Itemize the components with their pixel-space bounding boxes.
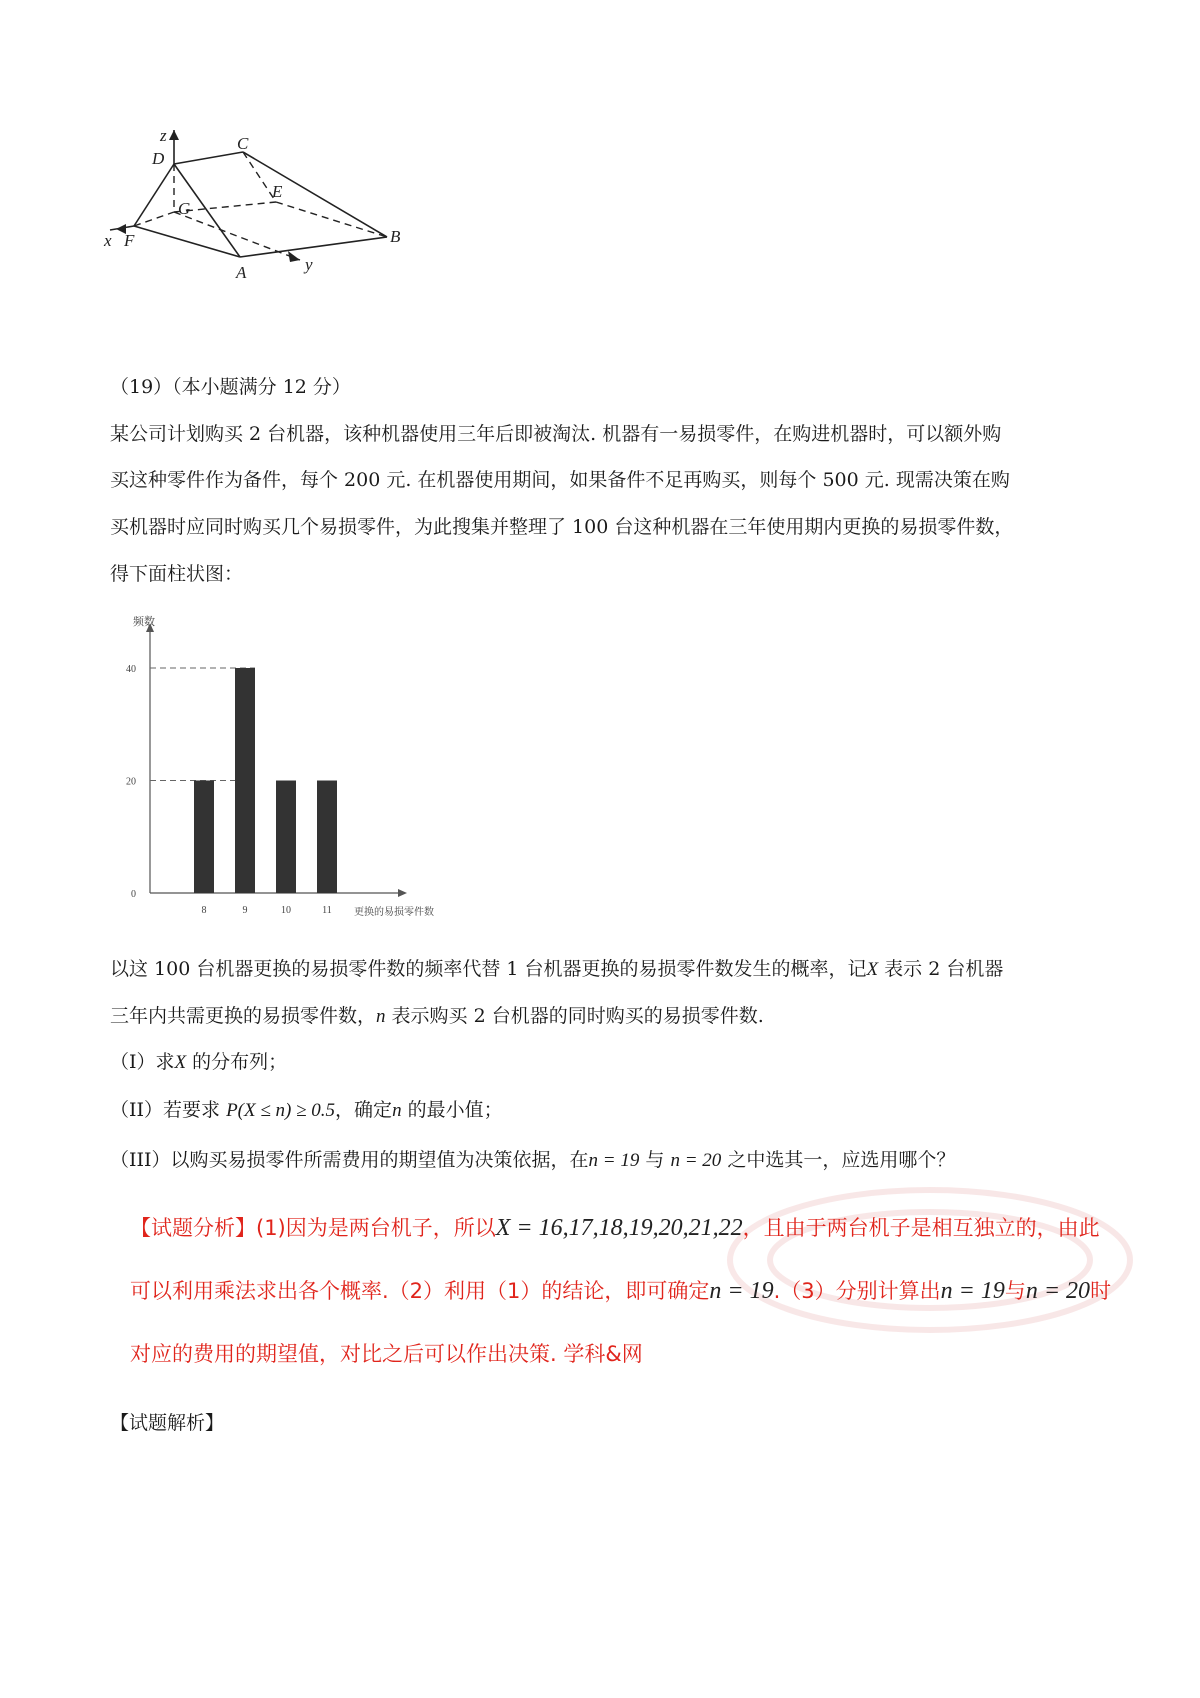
var-x: X — [866, 959, 879, 980]
label-e: E — [272, 182, 283, 201]
bar-11 — [317, 781, 337, 894]
label-x: x — [104, 231, 112, 250]
label-z: z — [160, 126, 167, 145]
q1-text-b: 的分布列； — [186, 1051, 288, 1073]
q3-text-b: 与 — [639, 1149, 671, 1171]
problem-paragraph-3: 买机器时应同时购买几个易损零件，为此搜集并整理了 100 台这种机器在三年使用期内更换的易损零件数， — [110, 516, 1014, 538]
para-6-text-a: 三年内共需更换的易损零件数， — [110, 1005, 377, 1027]
y-tick-label: 0 — [131, 889, 136, 900]
x-tick-label: 11 — [322, 905, 332, 916]
label-a: A — [236, 263, 247, 282]
y-tick-label: 20 — [126, 776, 136, 788]
problem-paragraph-2: 买这种零件作为备件，每个 200 元. 在机器使用期间，如果备件不足再购买，则每个 500 元. 现需决策在购 — [110, 469, 1010, 491]
problem-paragraph-1: 某公司计划购买 2 台机器，该种机器使用三年后即被淘汰. 机器有一易损零件，在购进机器时，可以额外购 — [110, 423, 1002, 445]
analysis-1-math: X = 16,17,18,19,20,21,22 — [495, 1215, 743, 1241]
problem-paragraph-4: 得下面柱状图： — [110, 563, 244, 585]
q3-math-2: n = 20 — [670, 1150, 722, 1171]
analysis-2-math-2: n = 19 — [940, 1278, 1005, 1304]
x-axis-title: 更换的易损零件数 — [354, 907, 434, 918]
y-tick-label: 40 — [126, 664, 136, 675]
question-2 — [110, 1096, 1110, 1125]
q3-math-1: n = 19 — [588, 1150, 640, 1171]
x-tick-label: 8 — [201, 905, 207, 916]
analysis-1-text-b: ，且由于两台机子是相互独立的，由此 — [742, 1216, 1100, 1240]
analysis-2-math: n = 19 — [709, 1278, 774, 1304]
y-axis-title: 频数 — [133, 615, 155, 628]
var-n: n — [376, 1006, 386, 1027]
q2-var: n — [392, 1100, 402, 1121]
problem-paragraph-6 — [110, 1002, 1110, 1031]
problem-header: （19）（本小题满分 12 分） — [110, 376, 351, 398]
problem-paragraph-5 — [110, 955, 1110, 984]
label-f: F — [124, 231, 135, 250]
analysis-2-math-3: n = 20 — [1025, 1278, 1091, 1304]
solution-heading: 【试题解析】 — [110, 1412, 225, 1434]
analysis-2-text-c: 与 — [1004, 1279, 1026, 1303]
para-5-text-a: 以这 100 台机器更换的易损零件数的频率代替 1 台机器更换的易损零件数发生的概率，记 — [110, 958, 867, 980]
analysis-line-2 — [130, 1275, 1130, 1307]
para-5-text-b: 表示 2 台机器 — [878, 958, 1004, 980]
x-tick-label: 9 — [242, 905, 248, 916]
bar-chart — [110, 613, 530, 925]
analysis-1-text-a: 【试题分析】(1)因为是两台机子，所以 — [130, 1216, 496, 1240]
bar-9 — [235, 668, 255, 893]
question-1 — [110, 1048, 1110, 1077]
analysis-line-3: 对应的费用的期望值，对比之后可以作出决策. 学科&网 — [130, 1342, 643, 1366]
x-tick-label: 10 — [281, 905, 291, 916]
question-3 — [110, 1146, 1110, 1175]
watermark-stamp — [700, 1160, 1160, 1360]
label-g: G — [178, 199, 191, 218]
analysis-2-text-d: 时 — [1090, 1279, 1112, 1303]
analysis-2-text-a: 可以利用乘法求出各个概率.（2）利用（1）的结论，即可确定 — [130, 1279, 710, 1303]
label-c: C — [237, 134, 249, 153]
bar-8 — [194, 781, 214, 894]
label-y: y — [305, 255, 313, 274]
analysis-2-text-b: .（3）分别计算出 — [773, 1279, 941, 1303]
bar-10 — [276, 781, 296, 894]
q3-text-a: （III）以购买易损零件所需费用的期望值为决策依据，在 — [110, 1149, 589, 1171]
q1-var: X — [174, 1052, 187, 1073]
x-axis-arrow — [398, 889, 407, 897]
q2-text-b: ，确定 — [335, 1099, 393, 1121]
q2-math: P(X ≤ n) ≥ 0.5 — [226, 1100, 336, 1121]
label-d: D — [152, 149, 165, 168]
para-6-text-b: 表示购买 2 台机器的同时购买的易损零件数. — [385, 1005, 764, 1027]
q3-text-c: 之中选其一，应选用哪个？ — [721, 1149, 956, 1171]
q2-text-a: （II）若要求 — [110, 1099, 227, 1121]
analysis-line-1 — [130, 1212, 1130, 1244]
q2-text-c: 的最小值； — [401, 1099, 503, 1121]
label-b: B — [390, 227, 401, 246]
q1-text-a: （I）求 — [110, 1051, 175, 1073]
geometry-figure — [104, 126, 430, 295]
